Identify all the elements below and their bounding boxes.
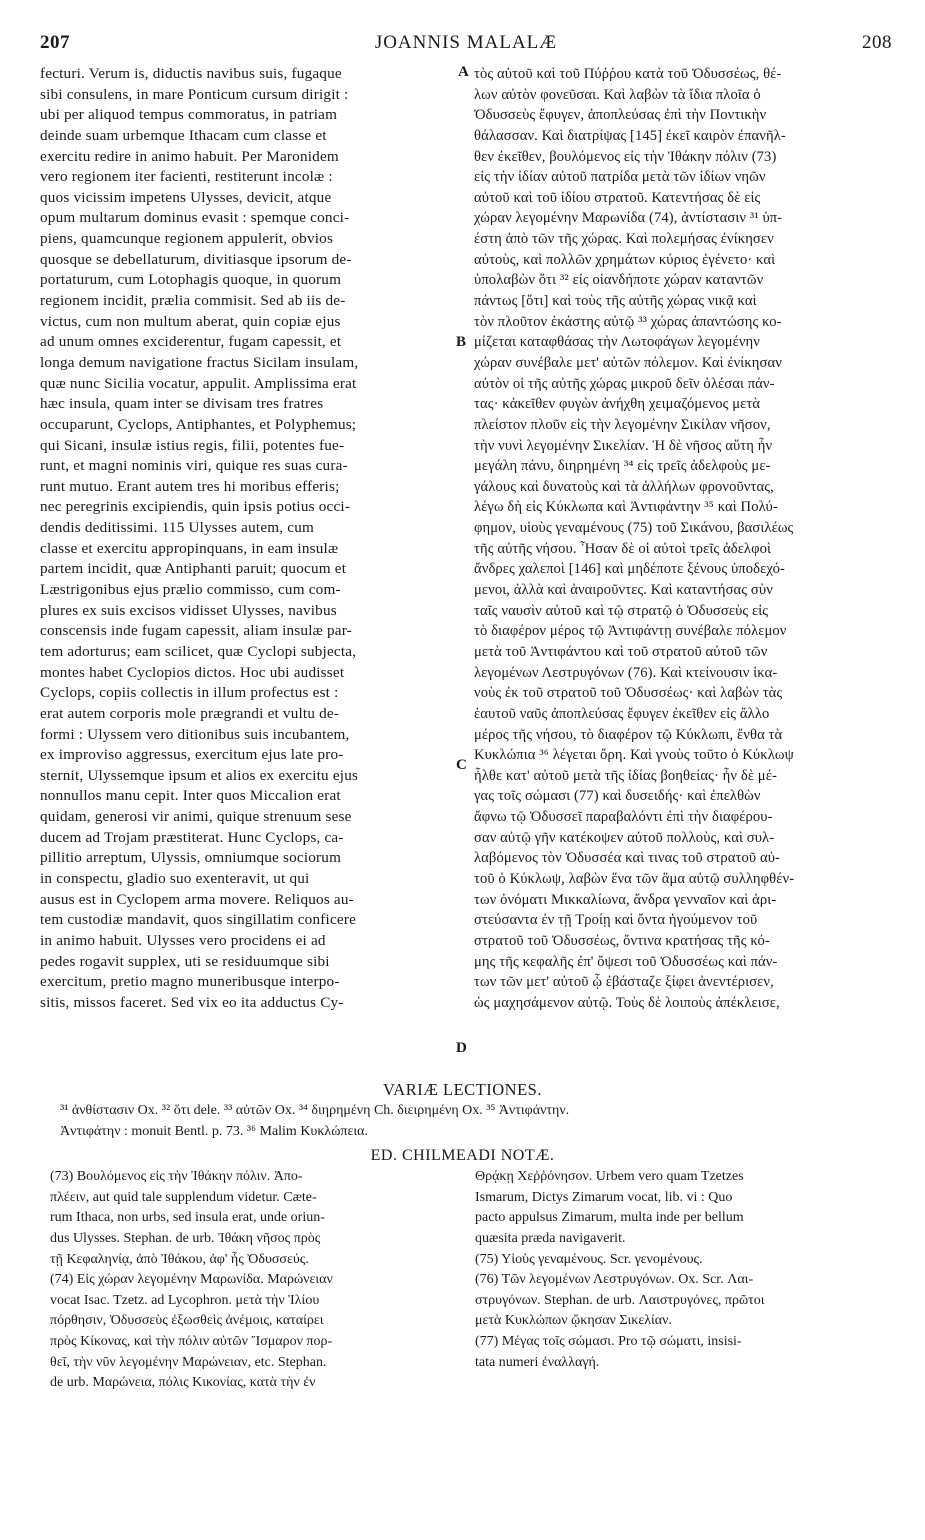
latin-text-line: piens, quamcunque regionem appulerit, obvios (40, 230, 334, 248)
page-number-left: 207 (40, 32, 70, 53)
greek-text-line: ἄνδρες χαλεποὶ [146] καὶ μηδέποτε ξένους ὑποδεχό- (474, 561, 785, 578)
note-line: rum Ithaca, non urbs, sed insula erat, unde oriun- (50, 1210, 325, 1226)
latin-text-line: quidam, generosi vir animi, quique strenuum sese (40, 808, 352, 826)
note-line: vocat Isac. Tzetz. ad Lycophron. μετὰ τὴν Ἰλίου (50, 1292, 320, 1308)
greek-text-line: λαβόμενος τὸν Ὀδυσσέα καὶ τινας τοῦ στρατοῦ αὐ- (474, 850, 781, 867)
latin-text-line: runt, et magni nominis viri, quique res suas cura- (40, 457, 348, 475)
latin-text-line: opum multarum dominus evasit : spemque conci- (40, 209, 350, 227)
note-line: (74) Εἰς χώραν λεγομένην Μαρωνίδα. Μαρώνειαν (50, 1272, 333, 1288)
note-line: (75) Υἱοὺς γεναμένους. Scr. γενομένους. (475, 1251, 703, 1267)
variant-readings-heading: VARIÆ LECTIONES. (383, 1080, 542, 1099)
note-line: (73) Βουλόμενος εἰς τὴν Ἰθάκην πόλιν. Ἀπο- (50, 1169, 303, 1184)
notes-left-column (50, 1168, 458, 1395)
latin-text-line: deinde suam urbemque Ithacam cum classe et (40, 126, 327, 144)
latin-text-line: regionem incidit, prælia commisit. Sed ab iis de- (40, 292, 346, 310)
running-header (40, 32, 892, 58)
note-line: quæsita præda navigaverit. (475, 1230, 626, 1246)
greek-text-line: των ὀνόματι Μικκαλίωνα, ἄνδρα γενναῖον καὶ ἀρι- (474, 891, 777, 908)
greek-text-line: μενοι, ἀλλὰ καὶ ἀναιροῦντες. Καὶ καταντήσας σὺν (474, 582, 773, 599)
latin-text-line: quos vicissim impetens Ulysses, devicit, atque (40, 188, 332, 206)
greek-text-line: χώραν λεγομένην Μαρωνίδα (74), ἀντίστασιν ³¹ ὑπ- (474, 210, 783, 227)
latin-text-line: sternit, Ulyssemque ipsum et alios ex exercitu ejus (40, 766, 359, 784)
greek-text-line: ταῖς ναυσὶν αὐτοῦ καὶ τῷ στρατῷ ὁ Ὀδυσσεὺς εἰς (474, 602, 769, 619)
latin-text-line: fecturi. Verum is, diductis navibus suis, fugaque (40, 65, 342, 82)
note-line: Ismarum, Dictys Zimarum vocat, lib. vi : Quo (475, 1189, 733, 1205)
note-line: τῇ Κεφαληνίᾳ, ἀπὸ Ἰθάκου, ἀφ' ἧς Ὀδυσσεύς. (50, 1251, 309, 1267)
greek-text-line: θάλασσαν. Καὶ διατρίψας [145] ἐκεῖ καιρὸν ἐπανῆλ- (474, 127, 786, 144)
greek-text-line: λεγομένων Λεστρυγόνων (76). Καὶ κτείνουσιν ἱκα- (474, 664, 778, 681)
greek-text-line: ἄφνω τῷ Ὀδυσσεῖ παραβαλόντι ἐπὶ τὴν διαφέρου- (474, 809, 773, 826)
note-line: μετὰ Κυκλώπων ᾤκησαν Σικελίαν. (475, 1313, 672, 1329)
greek-text-line: στρατοῦ τοῦ Ὀδυσσέως, ὄντινα κρατήσας τῆς κό- (474, 932, 770, 949)
greek-text-line: Ὀδυσσεὺς ἔφυγεν, ἀποπλεύσας ἐπὶ τὴν Ποντικὴν (474, 107, 767, 124)
greek-text-line: μεγάλη πάνυ, διηρημένη ³⁴ εἰς τρεῖς ἀδελφοὺς με- (474, 458, 771, 475)
page-number-right: 208 (862, 32, 892, 53)
latin-text-line: occuparunt, Cyclops, Antiphantes, et Polyphemus; (40, 415, 357, 433)
latin-text-line: partem incidit, quæ Antiphanti paruit; quocum et (40, 560, 347, 578)
latin-text-line: ad unum omnes exciderentur, fugam capessit, et (40, 333, 342, 351)
note-line: de urb. Μαρώνεια, πόλις Κικονίας, κατὰ τὴν ἐν (50, 1375, 316, 1391)
latin-text-line: nec peregrinis excipiendis, quin ipsis potius occi- (40, 498, 351, 516)
latin-text-line: quosque se debellaturum, divitiasque ipsorum de- (40, 250, 352, 268)
note-line: πρὸς Κίκονας, καὶ τὴν πόλιν αὐτῶν Ἴσμαρον πορ- (50, 1334, 333, 1350)
notes-heading: ED. CHILMEADI NOTÆ. (370, 1147, 555, 1164)
greek-text-line: χώραν συνέβαλε μετ' αὐτῶν πόλεμον. Καὶ ἐνίκησαν (474, 354, 782, 371)
note-line: tata numeri ἐναλλαγή. (475, 1354, 600, 1370)
latin-text-line: portaturum, cum Lotophagis quoque, in quorum (40, 271, 342, 289)
latin-text-line: pedes rogavit supplex, uti se residuumque sibi (40, 952, 330, 970)
latin-text-line: tem custodiæ mandavit, quos singillatim conficere (40, 911, 357, 929)
latin-text-line: Cyclops, copiis collectis in illum profectus est : (40, 684, 339, 702)
variant-reading-line: ³¹ ἀνθίστασιν Ox. ³² ὅτι dele. ³³ αὐτῶν Ox. ³⁴ διηρημένη Ch. διειρημένη Ox. ³⁵ Ἀντιφάντην. (60, 1103, 570, 1118)
latin-text-line: in animo habuit. Ulysses vero procidens ei ad (40, 931, 326, 949)
latin-text-line: exercitu redire in animo habuit. Per Maronidem (40, 147, 339, 165)
note-line: θεῖ, τὴν νῦν λεγομένην Μαρώνειαν, etc. Stephan. (50, 1354, 327, 1370)
greek-text-line: σαν αὐτῷ γῆν κατέκοψεν αὐτοῦ πολλοὺς, καὶ συλ- (474, 829, 775, 846)
greek-text-line: έστη ἀπὸ τῶν τῆς χώρας. Καὶ πολεμήσας ἐνίκησεν (474, 231, 774, 248)
greek-text-line: μετὰ τοῦ Ἀντιφάντου καὶ τοῦ στρατοῦ αὐτοῦ τῶν (474, 643, 768, 660)
note-line: στρυγόνων. Stephan. de urb. Λαιστρυγόνες, πρῶτοι (475, 1292, 765, 1308)
greek-text-line: ὑπολαβὼν ὅτι ³² εἰς οἱανδήποτε χώραν καταντῶν (474, 272, 764, 289)
greek-text-line: λέγω δὴ εἰς Κύκλωπα καὶ Ἀντιφάντην ³⁵ καὶ Πολύ- (474, 499, 778, 516)
latin-text-line: runt mutuo. Erant autem tres hi moribus efferis; (40, 477, 340, 495)
latin-text-line: sibi consulens, in mare Ponticum cursum dirigit : (40, 85, 349, 103)
greek-text-line: ἑαυτοῦ ναῦς ἀποπλεύσας ἔφυγεν ἐκεῖθεν εἰς ἄλλο (474, 705, 770, 722)
latin-text-line: classe et exercitu appropinquans, in eam insulæ (40, 539, 339, 557)
greek-text-line: πάντως [ὅτι] καὶ τοὺς τῆς αὐτῆς χώρας νικᾷ καὶ (474, 293, 757, 310)
latin-text-line: qui Sicani, insulæ istius regis, filii, potentes fue- (40, 436, 345, 454)
greek-text-line: ἦλθε κατ' αὐτοῦ μετὰ τῆς ἰδίας βοηθείας· ἦν δὲ μέ- (474, 767, 777, 784)
greek-text-line: αὐτοὺς, καὶ πολλῶν χρημάτων κύριος ἐγένετο· καὶ (474, 251, 776, 268)
greek-text-line: Κυκλώπια ³⁶ λέγεται ὄρη. Καὶ γνοὺς τοῦτο ὁ Κύκλωψ (474, 747, 794, 764)
greek-text-line: μης τῆς κεφαλῆς ἐπ' ὄψεσι τοῦ Ὀδυσσέως καὶ πάν- (474, 953, 778, 970)
latin-text-line: nonnullos manu cepit. Inter quos Miccalion erat (40, 787, 341, 805)
latin-text-line: quæ nunc Sicilia vocatur, appulit. Amplissima erat (40, 374, 357, 392)
greek-text-line: μίζεται καταφθάσας τὴν Λωτοφάγων λεγομένην (474, 334, 760, 351)
variant-reading-line: Ἀντιφάτην : monuit Bentl. p. 73. ³⁶ Malim Κυκλώπεια. (60, 1123, 368, 1139)
latin-text-line: victus, cum non multum aberat, quin copiæ ejus (40, 312, 341, 330)
note-line: (76) Τῶν λεγομένων Λεστρυγόνων. Ox. Scr. Λαι- (475, 1272, 754, 1288)
latin-text-line: exercitum, pretio magno muneribusque interpo- (40, 973, 340, 991)
greek-text-line: λων αὐτὸν φονεῦσαι. Καὶ λαβὼν τὰ ἴδια πλοῖα ὁ (474, 86, 761, 103)
note-line: dus Ulysses. Stephan. de urb. Ἰθάκη νῆσος πρὸς (50, 1230, 321, 1246)
greek-text-line: τὸ διαφέρον μέρος τῷ Ἀντιφάντῃ συνέβαλε πόλεμον (474, 623, 787, 640)
greek-text-line: εἰς τὴν ἰδίαν αὐτοῦ πατρίδα μετὰ τῶν ἰδίων νηῶν (474, 169, 766, 186)
margin-marker-d: D (456, 1040, 467, 1056)
greek-text-line: θεν ἐκεῖθεν, βουλόμενος εἰς τὴν Ἰθάκην πόλιν (73) (474, 148, 777, 165)
greek-text-line: τὸν πλοῦτον ἑκάστης αὐτῷ ³³ χώρας ἀπαντώσης κο- (474, 313, 782, 330)
greek-text-line: στεύσαντα ἐν τῇ Τροίῃ καὶ ὄντα ἡγούμενον τοῦ (474, 912, 758, 929)
latin-text-line: conscensis inde fugam capessit, aliam insulæ par- (40, 622, 352, 640)
latin-text-line: ex improviso aggressus, exercitum ejus late pro- (40, 746, 344, 764)
latin-text-line: sitis, missos faceret. Sed vix eo ita adductus Cy- (40, 993, 344, 1011)
latin-text-column (40, 64, 458, 1013)
latin-text-line: montes habet Cyclopios dictos. Hoc ubi audisset (40, 663, 345, 681)
greek-text-line: νοὺς ἐκ τοῦ στρατοῦ τοῦ Ὀδυσσέως· καὶ λαβὼν τὰς (474, 685, 783, 702)
greek-text-line: μέρος τῆς νήσου, τὸ διαφέρον τῷ Κύκλωπι, ἔνθα τὰ (474, 726, 783, 743)
running-title: JOANNIS MALALÆ (374, 32, 558, 53)
latin-text-line: plures ex suis excisos vidisset Ulysses, navibus (40, 601, 337, 619)
greek-text-line: γας τοῖς σώμασι (77) καὶ δυσειδής· καὶ ἐπελθὼν (474, 788, 761, 805)
greek-text-line: των τῶν μετ' αὐτοῦ ᾧ ἐβάσταζε ξίφει ἀνεντέρισεν, (474, 974, 774, 991)
margin-marker-b: B (456, 334, 467, 350)
latin-text-line: dendis deditissimi. 115 Ulysses autem, cum (40, 519, 315, 537)
greek-text-line: τὸς αὐτοῦ καὶ τοῦ Πύῤῥου κατὰ τοῦ Ὀδυσσέως, θέ- (474, 66, 782, 82)
margin-marker-a: A (458, 64, 469, 80)
latin-text-line: hæc insula, quam inter se divisam tres fratres (40, 395, 324, 413)
greek-text-line: γάλους καὶ δυνατοὺς καὶ τὰ ἀλλήλων φρονοῦντας, (474, 478, 774, 495)
latin-text-line: tem adorturus; eam scilicet, quæ Cyclopi subjecta, (40, 642, 357, 660)
latin-text-line: ducem ad Trojam præstiterat. Hunc Cyclops, ca- (40, 828, 344, 846)
latin-text-line: vero regionem iter facienti, restiterunt incolæ : (40, 168, 333, 186)
greek-text-column (474, 64, 904, 1013)
latin-text-line: erat autem corporis mole prægrandi et vultu de- (40, 704, 340, 722)
latin-text-line: longa demum navigatione fractus Sicilam insulam, (40, 353, 359, 371)
greek-text-line: πλείστον πλοῦν εἰς τὴν λεγομένην Σικίλαν νῆσον, (474, 416, 771, 433)
greek-text-line: τας· κἀκεῖθεν φυγὼν ἀνήχθη χειμαζόμενος μετὰ (474, 396, 761, 413)
greek-text-line: τὴν νυνὶ λεγομένην Σικελίαν. Ἡ δὲ νῆσος αὕτη ἦν (474, 437, 773, 454)
notes-right-column (475, 1168, 907, 1374)
greek-text-line: αὐτὸν οἱ τῆς αὐτῆς χώρας μικροῦ δεῖν ὀλέσαι πάν- (474, 375, 775, 392)
latin-text-line: pillitio arreptum, Ulyssis, omniumque sociorum (40, 849, 342, 867)
variant-readings (60, 1102, 910, 1143)
greek-text-line: φημον, υἱοὺς γεναμένους (75) τοῦ Σικάνου, βασιλέως (474, 520, 794, 537)
latin-text-line: Læstrigonibus ejus prælio commisso, cum com- (40, 581, 341, 599)
latin-text-line: in conspectu, gladio suo exenteravit, ut qui (40, 869, 310, 887)
note-line: Θρᾴκῃ Χεῤῥόνησον. Urbem vero quam Tzetzes (475, 1169, 744, 1184)
greek-text-line: ὡς μαχησάμενον αὐτῷ. Τοὺς δὲ λοιποὺς ἀπέκλεισε, (474, 994, 780, 1011)
latin-text-line: ubi per aliquod tempus commoratus, in patriam (40, 106, 338, 124)
latin-text-line: formi : Ulyssem vero ditionibus suis incubantem, (40, 725, 350, 743)
note-line: pacto appulsus Zimarum, multa inde per bellum (475, 1210, 744, 1226)
note-line: πόρθησιν, Ὀδυσσεὺς ἐξωσθεὶς ἀνέμοις, καταίρει (50, 1313, 324, 1329)
greek-text-line: αὐτοῦ καὶ τοῦ ἰδίου στρατοῦ. Κατεντήσας δὲ εἰς (474, 189, 761, 206)
greek-text-line: τῆς αὐτῆς νήσου. Ἦσαν δὲ οἱ αὐτοὶ τρεῖς ἀδελφοὶ (474, 540, 772, 557)
margin-marker-c: C (456, 757, 467, 773)
greek-text-line: τοῦ ὁ Κύκλωψ, λαβὼν ἕνα τῶν ἅμα αὐτῷ συλληφθέν- (474, 870, 795, 887)
note-line: πλέειν, aut quid tale supplendum videtur. Cæte- (50, 1189, 317, 1205)
note-line: (77) Μέγας τοῖς σώμασι. Pro τῷ σώματι, insisi- (475, 1334, 742, 1350)
latin-text-line: ausus est in Cyclopem arma movere. Reliquos au- (40, 890, 354, 908)
